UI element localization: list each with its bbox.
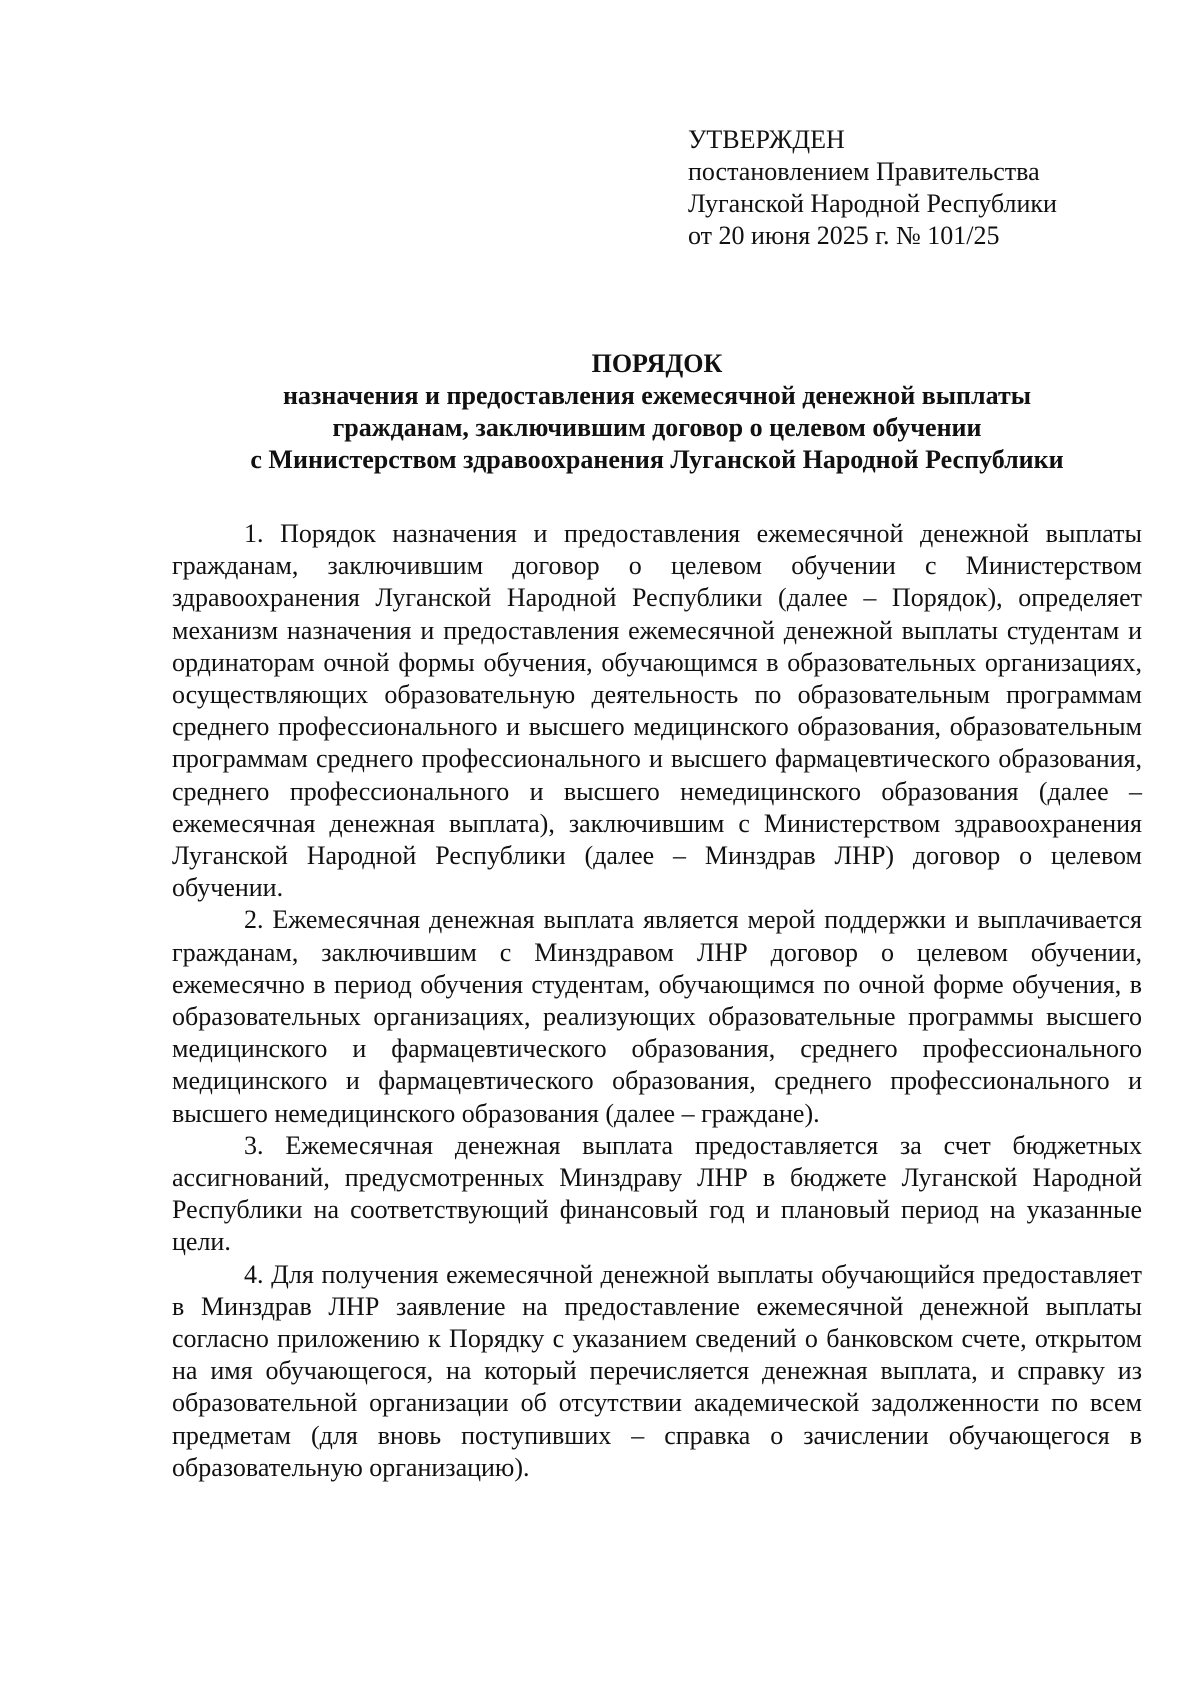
paragraph-4: 4. Для получения ежемесячной денежной выплаты обучающийся предоставляет в Минздрав ЛНР заявление на предоставление ежемесячной денежной выплаты согласно приложению к Порядку с указанием сведений о банковском счете, открытом на имя обучающегося, на который перечисляется денежная выплата, и справку из образовательной организации об отсутствии академической задолженности по всем предметам (для вновь поступивших – справка о зачислении обучающегося в образовательную организацию). bbox=[172, 1259, 1142, 1482]
document-subtitle-line-3: с Министерством здравоохранения Луганской Народной Республики bbox=[250, 445, 1064, 474]
document-heading: ПОРЯДОК bbox=[591, 349, 723, 378]
approval-stamp bbox=[688, 124, 1057, 252]
paragraph-2: 2. Ежемесячная денежная выплата является мерой поддержки и выплачивается гражданам, заключившим с Минздравом ЛНР договор о целевом обучении, ежемесячно в период обучения студентам, обучающимся по очной форме обучения, в образовательных организациях, реализующих образовательные программы высшего медицинского и фармацевтического образования, среднего профессионального медицинского и фармацевтического образования, среднего профессионального и высшего немедицинского образования (далее – граждане). bbox=[172, 905, 1142, 1128]
document-title bbox=[172, 348, 1142, 476]
approval-line-resolution: постановлением Правительства bbox=[688, 157, 1040, 186]
approval-line-approved: УТВЕРЖДЕН bbox=[688, 125, 845, 154]
approval-line-date: от 20 июня 2025 г. № 101/25 bbox=[688, 221, 1000, 250]
document-body bbox=[172, 518, 1142, 1484]
approval-line-republic: Луганской Народной Республики bbox=[688, 189, 1057, 218]
paragraph-3: 3. Ежемесячная денежная выплата предоставляется за счет бюджетных ассигнований, предусмотренных Минздраву ЛНР в бюджете Луганской Народной Республики на соответствующий финансовый год и плановый период на указанные цели. bbox=[172, 1130, 1142, 1257]
document-subtitle-line-2: гражданам, заключившим договор о целевом обучении bbox=[332, 413, 982, 442]
paragraph-1: 1. Порядок назначения и предоставления ежемесячной денежной выплаты гражданам, заключившим договор о целевом обучении с Министерством здравоохранения Луганской Народной Республики (далее – Порядок), определяет механизм назначения и предоставления ежемесячной денежной выплаты студентам и ординаторам очной формы обучения, обучающимся в образовательных организациях, осуществляющих образовательную деятельность по образовательным программам среднего профессионального и высшего медицинского образования, образовательным программам среднего профессионального и высшего фармацевтического образования, среднего профессионального и высшего немедицинского образования (далее – ежемесячная денежная выплата), заключившим с Министерством здравоохранения Луганской Народной Республики (далее – Минздрав ЛНР) договор о целевом обучении. bbox=[172, 519, 1142, 903]
document-subtitle-line-1: назначения и предоставления ежемесячной денежной выплаты bbox=[282, 381, 1032, 410]
